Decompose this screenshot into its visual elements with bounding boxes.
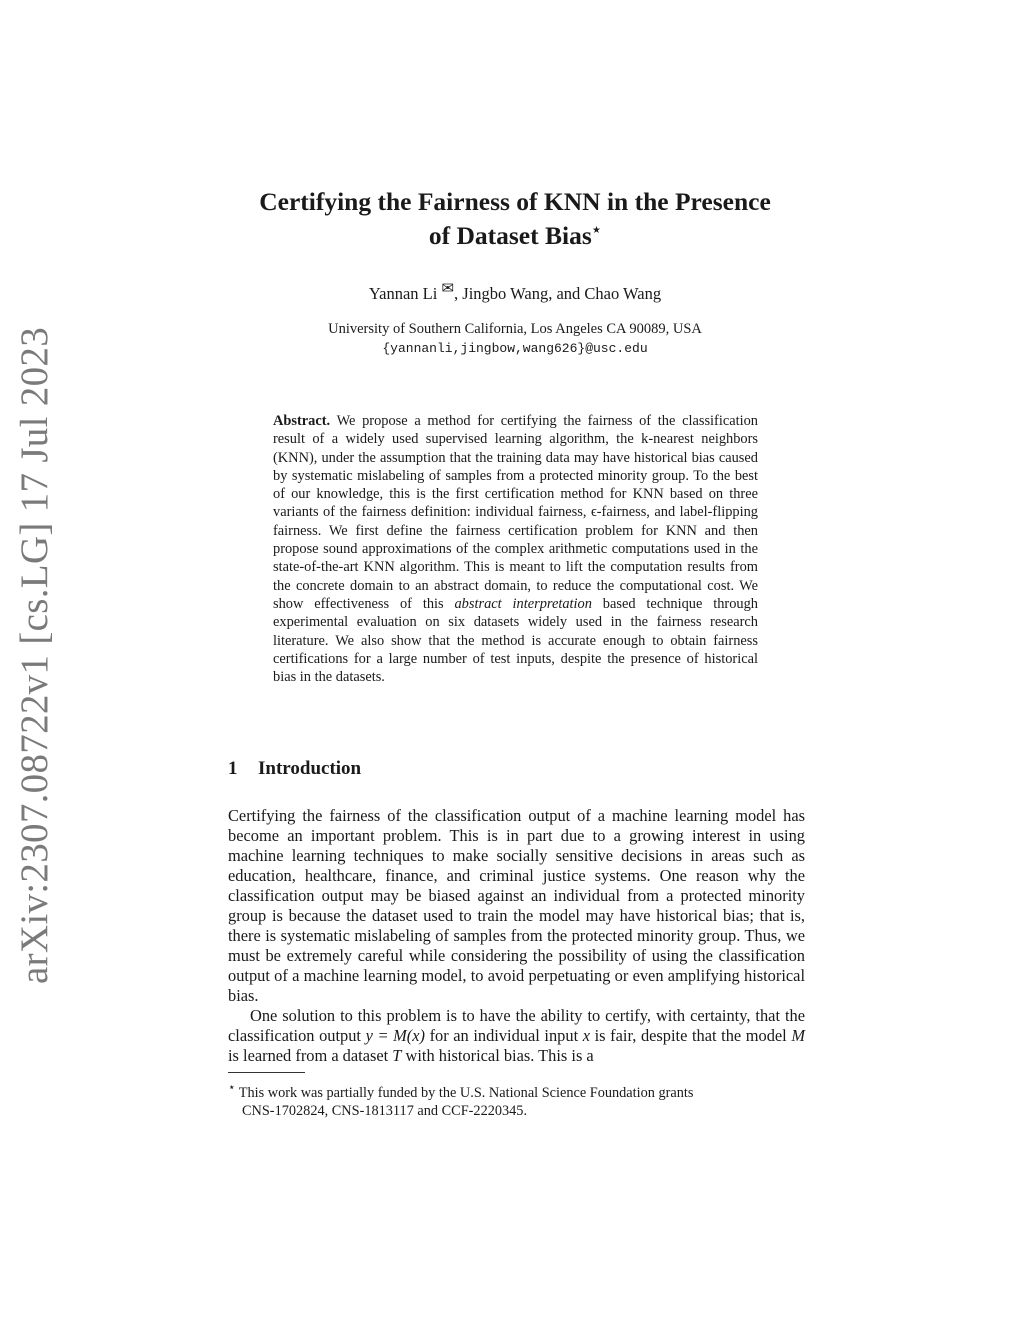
section-number: 1	[228, 758, 238, 779]
author-list	[200, 281, 830, 304]
p2-text-e: with historical bias. This is a	[401, 1046, 594, 1065]
intro-paragraph-1: Certifying the fairness of the classification output of a machine learning model has become an important problem. This is in part due to a growing interest in using machine learning techniques to make socially sensitive decisions in areas such as education, healthcare, finance, and criminal justice systems. One reason why the classification output may be biased against an individual from a protected minority group is because the dataset used to train the model may have historical bias; that is, there is systematic mislabeling of samples from the protected minority group. Thus, we must be extremely careful while considering the possibility of using the classification output of a machine learning model, to avoid perpetuating or even amplifying historical bias.	[228, 806, 805, 1005]
p2-math-1: y = M(x)	[365, 1026, 425, 1045]
footnote-marker: ⋆	[228, 1080, 236, 1094]
title-footnote-marker: ⋆	[591, 222, 602, 239]
mail-icon: ✉	[441, 281, 455, 297]
footnote-text-1: This work was partially funded by the U.S. National Science Foundation grants	[235, 1084, 694, 1101]
title-line-2	[200, 219, 830, 253]
p2-text-c: is fair, despite that the model	[590, 1026, 792, 1045]
affiliation-block	[200, 320, 830, 358]
author-first: Yannan Li	[368, 284, 438, 303]
arxiv-identifier: arXiv:2307.08722v1 [cs.LG] 17 Jul 2023	[12, 326, 56, 984]
arxiv-side-stamp	[4, 326, 64, 984]
abstract	[273, 412, 758, 686]
p2-math-4: T	[392, 1046, 402, 1065]
p2-text-d: is learned from a dataset	[228, 1046, 393, 1065]
section-heading	[228, 758, 361, 780]
p2-math-2: x	[582, 1026, 591, 1045]
p2-text-a: One solution to this problem is to have the ability to certify, with certainty, that the classification output	[228, 1006, 805, 1045]
abstract-label: Abstract.	[273, 413, 331, 429]
title-line-2-text: of Dataset Bias	[428, 221, 592, 250]
footnote-text-2: CNS-1702824, CNS-1813117 and CCF-2220345.	[242, 1103, 528, 1120]
abstract-text-2: based technique through experimental evaluation on six datasets widely used in the fairness research literature. We also show that the method is accurate enough to obtain fairness certifications for a large number of test inputs, despite the presence of historical bias in the datasets.	[273, 595, 759, 686]
p2-text-b: for an individual input	[424, 1026, 583, 1045]
section-title: Introduction	[258, 758, 362, 779]
title-line-1: Certifying the Fairness of KNN in the Presence	[259, 187, 771, 216]
abstract-emphasis: abstract interpretation	[454, 595, 592, 612]
paper-title	[200, 185, 830, 253]
author-emails: {yannanli,jingbow,wang626}@usc.edu	[382, 341, 648, 356]
abstract-text-1: We propose a method for certifying the fairness of the classification result of a widely used supervised learning algorithm, the k-nearest neighbors (KNN), under the assumption that the training data may have historical bias caused by systematic mislabeling of samples from a protected minority group. To the best of our knowledge, this is the first certification method for KNN based on three variants of the fairness definition: individual fairness, ϵ-fairness, and label-flipping fairness. We first define the fairness certification problem for KNN and then propose sound approximations of the complex arithmetic computations used in the state-of-the-art KNN algorithm. This is meant to lift the computation results from the concrete domain to an abstract domain, to reduce the computational cost. We show effectiveness of this	[273, 413, 758, 612]
affiliation-line: University of Southern California, Los Angeles CA 90089, USA	[328, 321, 702, 337]
p2-math-3: M	[791, 1026, 805, 1045]
footnote-divider	[228, 1072, 305, 1073]
footnote	[228, 1078, 805, 1121]
author-rest: , Jingbo Wang, and Chao Wang	[454, 284, 662, 303]
intro-paragraph-2	[228, 1006, 805, 1066]
